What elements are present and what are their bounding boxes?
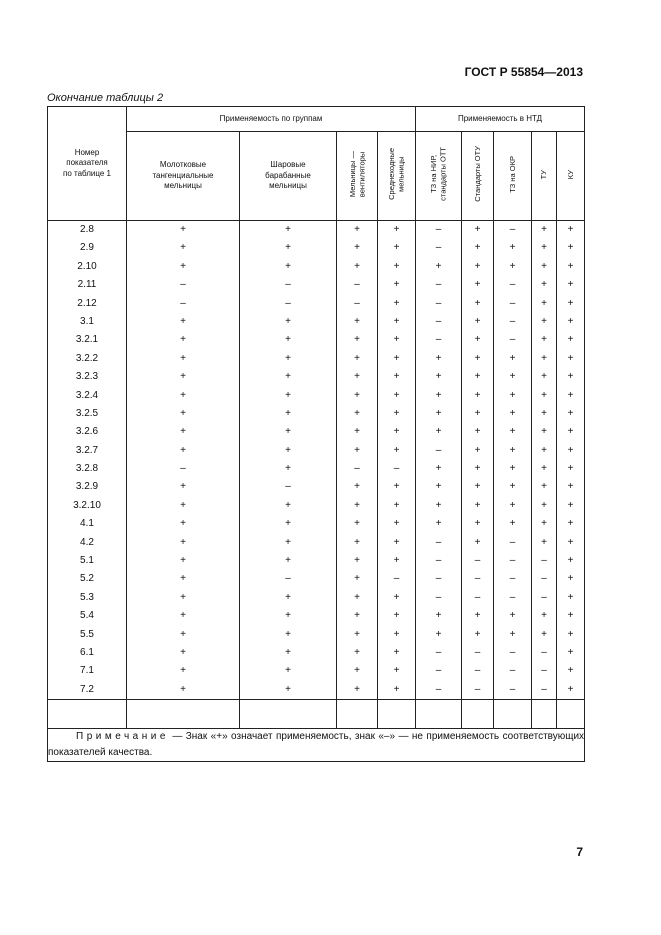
applicability-mark: + <box>393 389 400 401</box>
indicator-number: 3.2.8 <box>75 463 99 475</box>
applicability-mark: + <box>285 646 291 658</box>
applicability-mark: + <box>354 407 360 419</box>
indicator-number: 2.9 <box>80 242 94 254</box>
applicability-mark: – <box>541 573 547 585</box>
applicability-mark: + <box>285 371 291 383</box>
column-indicator-number <box>48 221 127 700</box>
applicability-mark: + <box>285 389 291 401</box>
applicability-mark: – <box>180 463 186 475</box>
applicability-mark: + <box>180 683 186 695</box>
applicability-mark: – <box>393 463 400 475</box>
applicability-mark: + <box>541 518 547 530</box>
applicability-mark: + <box>541 536 547 548</box>
applicability-mark: + <box>435 389 442 401</box>
applicability-mark: + <box>567 573 574 585</box>
applicability-mark: + <box>393 371 400 383</box>
column-ball-mills <box>240 221 337 700</box>
applicability-mark: + <box>354 536 360 548</box>
applicability-mark: + <box>393 334 400 346</box>
applicability-mark: + <box>509 610 516 622</box>
applicability-mark: – <box>435 573 442 585</box>
applicability-mark: + <box>541 389 547 401</box>
applicability-mark: – <box>509 279 516 291</box>
header-indicator: Номер показателя по таблице 1 <box>48 107 127 221</box>
applicability-mark: – <box>180 297 186 309</box>
applicability-mark: + <box>393 536 400 548</box>
applicability-mark: + <box>567 591 574 603</box>
applicability-mark: – <box>435 646 442 658</box>
applicability-mark: + <box>285 352 291 364</box>
header-fan-mills: Мельницы — вентиляторы <box>337 132 378 221</box>
note-text: — Знак «+» означает применяемость, знак «–» — не применяемость соответствующих показателей качества. <box>48 731 585 759</box>
applicability-mark: + <box>285 591 291 603</box>
applicability-mark: – <box>435 242 442 254</box>
column-tu <box>532 221 557 700</box>
applicability-mark: – <box>435 334 442 346</box>
indicator-number: 2.8 <box>80 224 94 235</box>
applicability-mark: + <box>354 444 360 456</box>
column-ku <box>557 221 585 700</box>
applicability-mark: + <box>541 426 547 438</box>
table-body-row <box>48 221 585 700</box>
indicator-number: 4.1 <box>80 518 94 530</box>
applicability-mark: + <box>541 499 547 511</box>
applicability-mark: + <box>393 499 400 511</box>
standard-number: ГОСТ Р 55854—2013 <box>464 65 583 79</box>
applicability-mark: + <box>474 610 481 622</box>
applicability-mark: + <box>541 334 547 346</box>
applicability-mark: + <box>180 499 186 511</box>
applicability-mark: – <box>435 591 442 603</box>
applicability-mark: – <box>285 481 291 493</box>
indicator-number: 3.2.7 <box>75 444 99 456</box>
applicability-mark: + <box>285 499 291 511</box>
applicability-mark: + <box>567 481 574 493</box>
indicator-number: 5.1 <box>80 555 94 567</box>
applicability-mark: – <box>474 591 481 603</box>
applicability-mark: + <box>285 334 291 346</box>
indicator-number: 5.4 <box>80 610 94 622</box>
indicator-number: 4.2 <box>80 536 94 548</box>
applicability-mark: + <box>180 224 186 235</box>
indicator-number: 2.10 <box>77 260 97 272</box>
applicability-mark: + <box>541 279 547 291</box>
applicability-mark: + <box>541 371 547 383</box>
header-tz-okr: ТЗ на ОКР <box>494 132 532 221</box>
applicability-mark: – <box>474 573 481 585</box>
applicability-mark: + <box>474 499 481 511</box>
applicability-mark: + <box>541 224 547 235</box>
applicability-mark: + <box>285 628 291 640</box>
indicator-number: 3.2.2 <box>75 352 99 364</box>
applicability-mark: + <box>567 683 574 695</box>
applicability-mark: + <box>180 555 186 567</box>
header-hammer-mills: Молотковые тангенциальные мельницы <box>127 132 240 221</box>
applicability-mark: + <box>509 426 516 438</box>
applicability-mark: + <box>541 242 547 254</box>
header-group-applicability: Применяемость по группам <box>127 107 416 132</box>
applicability-mark: + <box>393 481 400 493</box>
table-pad-row <box>48 700 585 729</box>
applicability-mark: + <box>474 426 481 438</box>
applicability-mark: + <box>567 518 574 530</box>
header-medium-speed-mills: Среднеходные мельницы <box>378 132 416 221</box>
applicability-mark: + <box>393 260 400 272</box>
header-otu-standards: Стандарты ОТУ <box>462 132 494 221</box>
indicator-number: 6.1 <box>80 646 94 658</box>
applicability-mark: + <box>509 352 516 364</box>
applicability-mark: + <box>180 610 186 622</box>
applicability-mark: – <box>509 224 516 235</box>
applicability-mark: – <box>474 646 481 658</box>
applicability-mark: + <box>567 279 574 291</box>
applicability-mark: – <box>541 683 547 695</box>
applicability-mark: – <box>435 279 442 291</box>
applicability-mark: + <box>285 518 291 530</box>
applicability-mark: – <box>435 297 442 309</box>
applicability-mark: + <box>285 260 291 272</box>
applicability-mark: + <box>285 407 291 419</box>
header-column-row <box>48 132 585 221</box>
applicability-mark: – <box>285 297 291 309</box>
applicability-mark: + <box>180 426 186 438</box>
applicability-mark: + <box>354 481 360 493</box>
applicability-mark: + <box>354 315 360 327</box>
applicability-mark: + <box>354 610 360 622</box>
applicability-mark: – <box>474 683 481 695</box>
applicability-mark: + <box>354 518 360 530</box>
applicability-mark: + <box>354 242 360 254</box>
indicator-number: 5.2 <box>80 573 94 585</box>
table-caption: Окончание таблицы 2 <box>47 92 164 104</box>
header-tu: ТУ <box>532 132 557 221</box>
applicability-mark: + <box>509 463 516 475</box>
applicability-mark: – <box>393 573 400 585</box>
applicability-mark: + <box>354 260 360 272</box>
applicability-mark: + <box>509 242 516 254</box>
applicability-mark: – <box>509 555 516 567</box>
applicability-mark: + <box>567 371 574 383</box>
applicability-mark: – <box>509 536 516 548</box>
applicability-mark: + <box>474 536 481 548</box>
applicability-mark: + <box>354 334 360 346</box>
table-note <box>48 729 585 762</box>
applicability-mark: + <box>567 426 574 438</box>
applicability-mark: + <box>435 481 442 493</box>
note-row <box>48 729 585 762</box>
column-hammer-mills <box>127 221 240 700</box>
applicability-mark: + <box>541 463 547 475</box>
applicability-mark: + <box>541 297 547 309</box>
applicability-mark: + <box>393 591 400 603</box>
applicability-mark: – <box>435 665 442 677</box>
column-medium-speed-mills <box>378 221 416 700</box>
applicability-mark: + <box>180 591 186 603</box>
applicability-mark: + <box>354 224 360 235</box>
applicability-mark: + <box>435 499 442 511</box>
applicability-mark: + <box>285 463 291 475</box>
column-otu-standards <box>462 221 494 700</box>
applicability-mark: + <box>474 334 481 346</box>
applicability-mark: + <box>474 279 481 291</box>
applicability-mark: + <box>393 665 400 677</box>
applicability-mark: + <box>285 242 291 254</box>
applicability-mark: + <box>285 683 291 695</box>
applicability-mark: + <box>393 628 400 640</box>
applicability-mark: + <box>180 646 186 658</box>
applicability-mark: + <box>541 260 547 272</box>
page-number: 7 <box>576 845 583 859</box>
applicability-mark: + <box>541 352 547 364</box>
applicability-mark: + <box>180 628 186 640</box>
applicability-mark: + <box>474 352 481 364</box>
applicability-mark: + <box>285 536 291 548</box>
applicability-mark: + <box>541 610 547 622</box>
applicability-mark: + <box>567 407 574 419</box>
applicability-mark: + <box>285 665 291 677</box>
indicator-number: 5.5 <box>80 628 94 640</box>
applicability-mark: – <box>354 279 360 291</box>
indicator-number: 2.12 <box>77 297 97 309</box>
applicability-mark: + <box>354 426 360 438</box>
applicability-mark: + <box>567 224 574 235</box>
applicability-mark: – <box>541 591 547 603</box>
applicability-mark: – <box>285 573 291 585</box>
applicability-mark: + <box>180 665 186 677</box>
applicability-mark: – <box>435 315 442 327</box>
applicability-mark: + <box>435 352 442 364</box>
applicability-mark: + <box>393 407 400 419</box>
applicability-mark: + <box>393 315 400 327</box>
applicability-mark: + <box>180 573 186 585</box>
applicability-mark: + <box>509 518 516 530</box>
applicability-mark: – <box>541 555 547 567</box>
applicability-mark: + <box>567 536 574 548</box>
applicability-mark: + <box>393 352 400 364</box>
applicability-mark: + <box>180 481 186 493</box>
applicability-mark: + <box>474 463 481 475</box>
applicability-mark: + <box>509 371 516 383</box>
applicability-mark: + <box>567 628 574 640</box>
indicator-number: 3.2.10 <box>73 499 101 511</box>
applicability-mark: + <box>567 665 574 677</box>
applicability-mark: + <box>474 481 481 493</box>
applicability-mark: + <box>509 260 516 272</box>
applicability-mark: – <box>509 573 516 585</box>
applicability-mark: + <box>567 463 574 475</box>
applicability-mark: – <box>354 463 360 475</box>
applicability-mark: + <box>541 628 547 640</box>
applicability-mark: + <box>354 646 360 658</box>
applicability-mark: + <box>285 444 291 456</box>
applicability-mark: + <box>435 407 442 419</box>
applicability-mark: + <box>509 499 516 511</box>
applicability-mark: + <box>393 279 400 291</box>
applicability-mark: – <box>509 665 516 677</box>
applicability-mark: – <box>435 683 442 695</box>
applicability-mark: + <box>435 518 442 530</box>
applicability-mark: – <box>541 646 547 658</box>
applicability-mark: + <box>567 499 574 511</box>
applicability-mark: + <box>567 260 574 272</box>
applicability-mark: + <box>354 665 360 677</box>
applicability-mark: + <box>180 407 186 419</box>
applicability-mark: + <box>180 518 186 530</box>
applicability-mark: + <box>393 610 400 622</box>
applicability-mark: + <box>354 573 360 585</box>
column-fan-mills <box>337 221 378 700</box>
applicability-mark: – <box>474 555 481 567</box>
applicability-mark: + <box>180 242 186 254</box>
applicability-mark: + <box>435 371 442 383</box>
applicability-mark: + <box>354 389 360 401</box>
applicability-mark: + <box>393 518 400 530</box>
applicability-mark: – <box>285 279 291 291</box>
applicability-mark: + <box>509 407 516 419</box>
indicator-number: 3.2.4 <box>75 389 99 401</box>
indicator-number: 3.2.6 <box>75 426 99 438</box>
applicability-mark: + <box>354 555 360 567</box>
applicability-mark: + <box>393 242 400 254</box>
header-group-row <box>48 107 585 132</box>
applicability-mark: + <box>180 444 186 456</box>
header-ntd-applicability: Применяемость в НТД <box>416 107 585 132</box>
applicability-mark: + <box>474 518 481 530</box>
header-tz-nir: ТЗ на НИР, стандарты ОТТ <box>416 132 462 221</box>
applicability-mark: – <box>435 555 442 567</box>
applicability-mark: – <box>541 665 547 677</box>
applicability-mark: + <box>509 389 516 401</box>
applicability-mark: + <box>474 389 481 401</box>
applicability-mark: + <box>393 646 400 658</box>
applicability-mark: + <box>285 555 291 567</box>
indicator-number: 7.1 <box>80 665 94 677</box>
applicability-mark: + <box>474 297 481 309</box>
applicability-mark: + <box>567 444 574 456</box>
applicability-mark: + <box>435 628 442 640</box>
header-ball-mills: Шаровые барабанные мельницы <box>240 132 337 221</box>
applicability-mark: + <box>435 260 442 272</box>
applicability-mark: + <box>474 260 481 272</box>
applicability-mark: + <box>474 315 481 327</box>
applicability-mark: – <box>180 279 186 291</box>
applicability-mark: + <box>285 224 291 235</box>
applicability-mark: + <box>180 315 186 327</box>
indicator-number: 3.2.3 <box>75 371 99 383</box>
applicability-mark: – <box>509 683 516 695</box>
applicability-mark: + <box>180 352 186 364</box>
applicability-mark: + <box>567 646 574 658</box>
applicability-mark: + <box>285 610 291 622</box>
applicability-mark: + <box>354 591 360 603</box>
applicability-mark: + <box>180 371 186 383</box>
applicability-mark: – <box>435 536 442 548</box>
applicability-mark: – <box>435 444 442 456</box>
applicability-mark: – <box>435 224 442 235</box>
applicability-mark: + <box>567 389 574 401</box>
applicability-table <box>47 106 585 762</box>
applicability-mark: + <box>567 555 574 567</box>
indicator-number: 2.11 <box>77 279 97 291</box>
applicability-mark: + <box>567 610 574 622</box>
applicability-mark: + <box>509 481 516 493</box>
applicability-mark: – <box>509 591 516 603</box>
applicability-mark: + <box>180 389 186 401</box>
applicability-mark: + <box>567 352 574 364</box>
column-tz-nir <box>416 221 462 700</box>
applicability-mark: + <box>180 260 186 272</box>
applicability-mark: + <box>541 407 547 419</box>
applicability-mark: + <box>354 683 360 695</box>
applicability-mark: – <box>509 334 516 346</box>
note-label: Примечание <box>76 731 169 743</box>
applicability-mark: + <box>541 444 547 456</box>
applicability-mark: + <box>393 555 400 567</box>
applicability-mark: + <box>474 407 481 419</box>
applicability-mark: + <box>474 242 481 254</box>
applicability-mark: + <box>393 297 400 309</box>
indicator-number: 5.3 <box>80 591 94 603</box>
applicability-mark: + <box>180 536 186 548</box>
applicability-mark: – <box>509 297 516 309</box>
applicability-mark: + <box>435 426 442 438</box>
applicability-mark: + <box>474 371 481 383</box>
indicator-number: 3.2.5 <box>75 407 99 419</box>
applicability-mark: + <box>354 499 360 511</box>
applicability-mark: + <box>354 371 360 383</box>
applicability-mark: + <box>285 426 291 438</box>
applicability-mark: + <box>567 242 574 254</box>
applicability-mark: + <box>474 628 481 640</box>
applicability-mark: + <box>474 444 481 456</box>
applicability-mark: + <box>354 628 360 640</box>
applicability-mark: – <box>509 315 516 327</box>
applicability-mark: – <box>509 646 516 658</box>
applicability-mark: + <box>474 224 481 235</box>
applicability-mark: + <box>393 224 400 235</box>
applicability-mark: + <box>435 463 442 475</box>
applicability-mark: + <box>435 610 442 622</box>
column-tz-okr <box>494 221 532 700</box>
applicability-mark: + <box>541 315 547 327</box>
applicability-mark: + <box>567 315 574 327</box>
header-ku: КУ <box>557 132 585 221</box>
applicability-mark: + <box>567 334 574 346</box>
indicator-number: 7.2 <box>80 683 94 695</box>
indicator-number: 3.1 <box>80 315 94 327</box>
applicability-mark: + <box>509 444 516 456</box>
applicability-mark: + <box>180 334 186 346</box>
indicator-number: 3.2.9 <box>75 481 99 493</box>
applicability-mark: + <box>285 315 291 327</box>
applicability-mark: + <box>567 297 574 309</box>
applicability-mark: + <box>541 481 547 493</box>
applicability-mark: + <box>393 426 400 438</box>
applicability-mark: – <box>474 665 481 677</box>
applicability-mark: + <box>509 628 516 640</box>
indicator-number: 3.2.1 <box>75 334 99 346</box>
applicability-mark: + <box>354 352 360 364</box>
applicability-mark: – <box>354 297 360 309</box>
applicability-mark: + <box>393 444 400 456</box>
applicability-mark: + <box>393 683 400 695</box>
